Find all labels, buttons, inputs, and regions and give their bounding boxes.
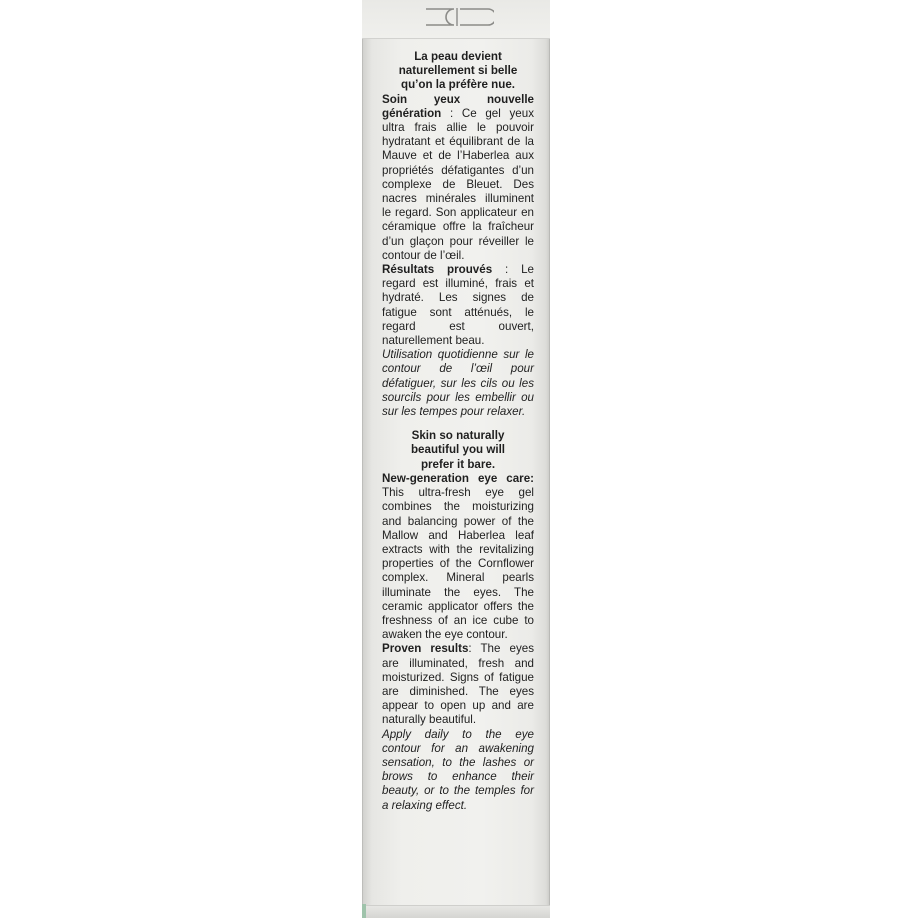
en-care-paragraph — [382, 472, 534, 642]
en-results-text: : The eyes are illuminated, fresh and moisturized. Signs of fatigue are diminished. The eyes appear to open up and are naturally beautiful. — [382, 642, 534, 727]
en-care-text: This ultra-fresh eye gel combines the moisturizing and balancing power of the Mallow and Haberlea leaf extracts with the revitalizing properties of the Cornflower complex. Mineral pearls illuminate the eyes. The ceramic applicator offers the freshness of an ice cube to awaken the eye contour. — [382, 486, 534, 642]
en-care-title: New-generation eye care: — [382, 471, 534, 485]
box-bottom-edge — [362, 905, 550, 918]
fr-headline-line-2: naturellement si belle — [398, 64, 518, 78]
box-top-flap — [362, 0, 550, 39]
fr-headline-line-3: qu’on la préfère nue. — [400, 78, 516, 92]
en-headline-line-3: prefer it bare. — [420, 457, 496, 471]
product-box-side — [362, 0, 550, 918]
en-usage-text: Apply daily to the eye contour for an awakening sensation, to the lashes or brows to enhance their beauty, or to the temples for a relaxing effect. — [382, 727, 534, 812]
fr-results-text: : Le regard est illuminé, frais et hydraté. Les signes de fatigue sont atténués, le regard est ouvert, naturellement beau. — [382, 263, 534, 348]
french-headline — [382, 50, 534, 93]
english-headline — [382, 429, 534, 472]
fr-usage-text: Utilisation quotidienne sur le contour de l’œil pour défatiguer, sur les cils ou les sourcils pour les embellir ou sur les tempes pour relaxer. — [382, 348, 534, 419]
en-results-paragraph — [382, 642, 534, 727]
en-headline-line-2: beautiful you will — [410, 443, 506, 457]
cd-monogram-icon — [420, 5, 494, 29]
fr-care-title: Soin yeux nouvelle génération — [382, 92, 534, 120]
fr-care-paragraph — [382, 93, 534, 263]
en-headline-line-1: Skin so naturally — [411, 429, 505, 443]
fr-results-title: Résultats prouvés — [382, 263, 493, 277]
fr-headline-line-1: La peau devient — [414, 50, 502, 63]
accent-edge — [362, 904, 366, 918]
fr-results-paragraph — [382, 263, 534, 348]
product-description — [382, 50, 534, 813]
fr-care-text: : Ce gel yeux ultra frais allie le pouvoir hydratant et équilibrant de la Mauve et de l’Haberlea aux propriétés défatigantes d’un complexe de Bleuet. Des nacres minérales illuminent le regard. Son applicateur en céramique offre la fraîcheur d’un glaçon pour réveiller le contour de l’œil. — [382, 106, 534, 262]
en-results-title: Proven results — [382, 642, 469, 656]
